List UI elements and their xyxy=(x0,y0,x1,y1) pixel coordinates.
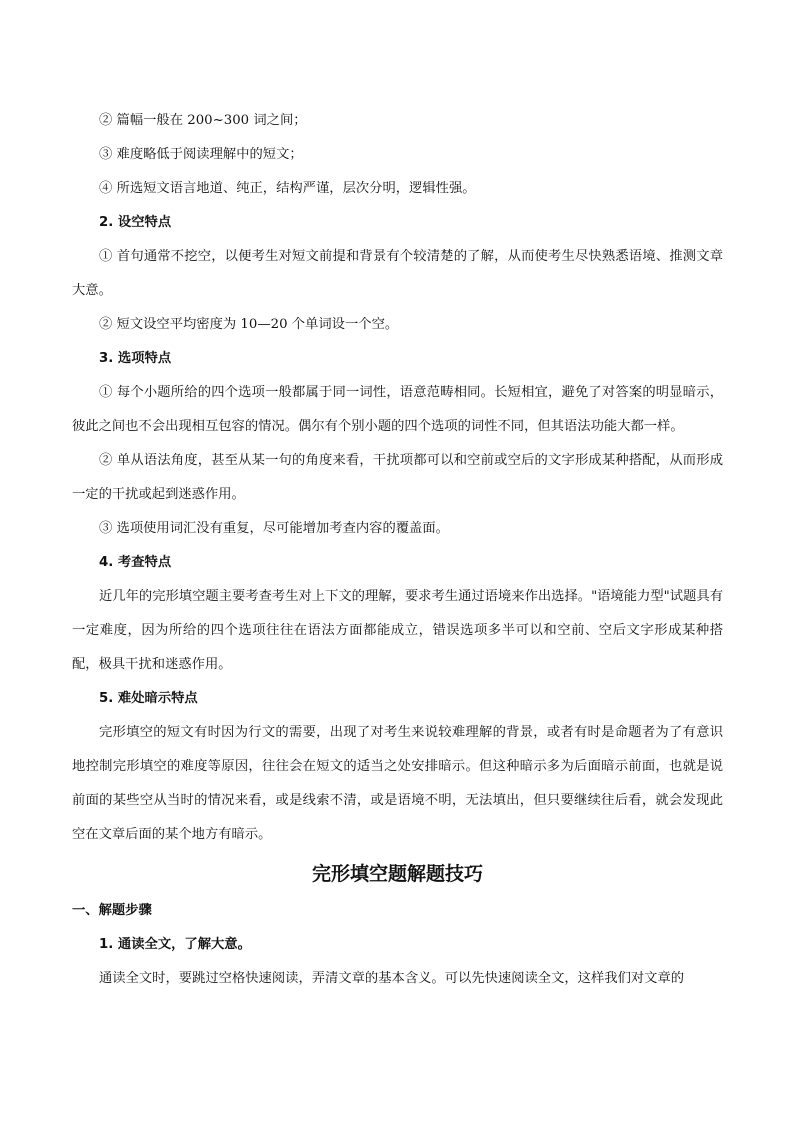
section2-item-1: ① 首句通常不挖空，以便考生对短文前提和背景有个较清楚的了解，从而使考生尽快熟悉语境、推测文章大意。 xyxy=(72,249,723,298)
section-heading-2: 2. 设空特点 xyxy=(99,215,172,230)
main-title: 完形填空题解题技巧 xyxy=(311,863,483,885)
section2-item-2: ② 短文设空平均密度为 10—20 个单词设一个空。 xyxy=(99,317,399,332)
section3-item-2: ② 单从语法角度，甚至从某一句的角度来看，干扰项都可以和空前或空后的文字形成某种搭配，从而形成一定的干扰或起到迷惑作用。 xyxy=(72,453,723,502)
part1-heading: 一、解题步骤 xyxy=(72,903,152,918)
section4-paragraph: 近几年的完形填空题主要考查考生对上下文的理解，要求考生通过语境来作出选择。"语境能力型"试题具有一定难度，因为所给的四个选项往往在语法方面都能成立，错误选项多半可以和空前、空后文字形成某种搭配，极具干扰和迷惑作用。 xyxy=(72,589,723,672)
intro-item-3: ③ 难度略低于阅读理解中的短文； xyxy=(99,147,303,162)
section3-item-3: ③ 选项使用词汇没有重复，尽可能增加考查内容的覆盖面。 xyxy=(99,521,449,536)
section3-item-1: ① 每个小题所给的四个选项一般都属于同一词性，语意范畴相同。长短相宜，避免了对答案的明显暗示，彼此之间也不会出现相互包容的情况。偶尔有个别小题的四个选项的词性不同，但其语法功能大都一样。 xyxy=(72,385,723,434)
section-heading-4: 4. 考查特点 xyxy=(99,555,172,570)
intro-item-4: ④ 所选短文语言地道、纯正，结构严谨，层次分明，逻辑性强。 xyxy=(99,181,476,196)
section-heading-3: 3. 选项特点 xyxy=(99,351,172,366)
part1-paragraph: 通读全文时，要跳过空格快速阅读，弄清文章的基本含义。可以先快速阅读全文，这样我们对文章的 xyxy=(99,971,685,986)
section-heading-5: 5. 难处暗示特点 xyxy=(99,691,198,706)
section5-paragraph: 完形填空的短文有时因为行文的需要，出现了对考生来说较难理解的背景，或者有时是命题者为了有意识地控制完形填空的难度等原因，往往会在短文的适当之处安排暗示。但这种暗示多为后面暗示前面，也就是说前面的某些空从当时的情况来看，或是线索不清，或是语境不明，无法填出，但只要继续往后看，就会发现此空在文章后面的某个地方有暗示。 xyxy=(72,725,723,842)
document-page xyxy=(72,104,723,996)
part1-sub-heading: 1. 通读全文，了解大意。 xyxy=(99,937,251,952)
intro-item-2: ② 篇幅一般在 200~300 词之间； xyxy=(99,113,307,128)
